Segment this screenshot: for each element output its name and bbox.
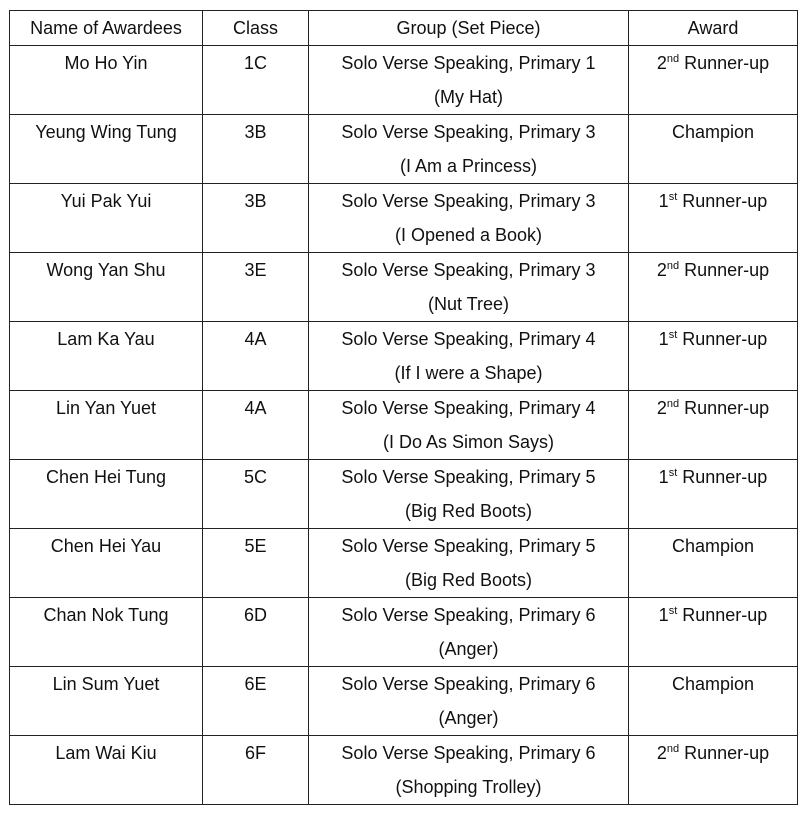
group-cell <box>309 667 629 736</box>
class-text: 3E <box>244 260 267 280</box>
header-class: Class <box>203 11 309 46</box>
award-ordinal: 1 <box>658 605 669 625</box>
award-text: Champion <box>671 122 755 142</box>
table-body <box>10 46 798 805</box>
award-cell <box>629 598 798 667</box>
set-piece-text: (I Do As Simon Says) <box>382 432 555 452</box>
award-cell <box>629 46 798 115</box>
award-cell <box>629 736 798 805</box>
award-text: Champion <box>671 674 755 694</box>
class-cell <box>203 322 309 391</box>
awardee-name-text: Yeung Wing Tung <box>35 122 177 142</box>
award-ordinal: 1 <box>658 329 669 349</box>
group-text: Solo Verse Speaking, Primary 6 <box>341 605 596 625</box>
award-cell <box>629 253 798 322</box>
group-cell <box>309 529 629 598</box>
table-row <box>10 391 798 460</box>
award-cell <box>629 529 798 598</box>
group-cell <box>309 460 629 529</box>
set-piece-text: (Anger) <box>438 708 499 728</box>
award-cell <box>629 184 798 253</box>
awardee-name-text: Mo Ho Yin <box>64 53 148 73</box>
table-row <box>10 322 798 391</box>
awardee-name <box>10 529 203 598</box>
class-text: 1C <box>243 53 267 73</box>
header-group: Group (Set Piece) <box>309 11 629 46</box>
award-cell <box>629 322 798 391</box>
header-row <box>10 11 798 46</box>
award-text: Runner-up <box>679 260 770 280</box>
awardee-name <box>10 253 203 322</box>
award-ordinal: 2 <box>656 53 667 73</box>
table-row <box>10 598 798 667</box>
set-piece-text: (Big Red Boots) <box>404 570 533 590</box>
award-cell <box>629 115 798 184</box>
class-cell <box>203 667 309 736</box>
group-text: Solo Verse Speaking, Primary 4 <box>341 329 596 349</box>
award-cell <box>629 667 798 736</box>
awardee-name-text: Chan Nok Tung <box>43 605 169 625</box>
group-cell <box>309 115 629 184</box>
award-text: Runner-up <box>679 53 770 73</box>
class-cell <box>203 46 309 115</box>
awardee-name <box>10 46 203 115</box>
class-cell <box>203 253 309 322</box>
award-text: Runner-up <box>679 398 770 418</box>
table-row <box>10 253 798 322</box>
group-text: Solo Verse Speaking, Primary 5 <box>341 467 596 487</box>
group-cell <box>309 391 629 460</box>
set-piece-text: (I Opened a Book) <box>394 225 543 245</box>
awardee-name <box>10 667 203 736</box>
group-cell <box>309 184 629 253</box>
award-ordinal-suffix: st <box>668 191 678 203</box>
awardee-name-text: Lin Yan Yuet <box>55 398 157 418</box>
award-ordinal-suffix: st <box>668 467 678 479</box>
award-ordinal: 1 <box>658 467 669 487</box>
award-text: Runner-up <box>677 467 768 487</box>
awardee-name-text: Yui Pak Yui <box>60 191 152 211</box>
table-row <box>10 115 798 184</box>
class-cell <box>203 184 309 253</box>
award-ordinal-suffix: nd <box>666 398 680 410</box>
header-name: Name of Awardees <box>10 11 203 46</box>
award-ordinal-suffix: nd <box>666 53 680 65</box>
awardee-name-text: Lin Sum Yuet <box>52 674 160 694</box>
table-row <box>10 667 798 736</box>
class-text: 6F <box>244 743 266 763</box>
awardee-name <box>10 391 203 460</box>
award-text: Runner-up <box>677 329 768 349</box>
class-text: 5E <box>244 536 267 556</box>
class-cell <box>203 736 309 805</box>
awards-table <box>9 10 798 805</box>
award-ordinal: 1 <box>658 191 669 211</box>
set-piece-text: (Nut Tree) <box>427 294 510 314</box>
group-text: Solo Verse Speaking, Primary 1 <box>341 53 596 73</box>
award-ordinal-suffix: nd <box>666 743 680 755</box>
class-cell <box>203 115 309 184</box>
awardee-name <box>10 322 203 391</box>
award-text: Champion <box>671 536 755 556</box>
awardee-name-text: Wong Yan Shu <box>46 260 166 280</box>
group-text: Solo Verse Speaking, Primary 6 <box>341 743 596 763</box>
award-cell <box>629 391 798 460</box>
awardee-name <box>10 115 203 184</box>
group-cell <box>309 736 629 805</box>
award-ordinal-suffix: st <box>668 329 678 341</box>
class-cell <box>203 391 309 460</box>
group-text: Solo Verse Speaking, Primary 3 <box>341 191 596 211</box>
class-text: 5C <box>243 467 267 487</box>
award-ordinal: 2 <box>656 260 667 280</box>
award-ordinal-suffix: nd <box>666 260 680 272</box>
awardee-name <box>10 460 203 529</box>
group-cell <box>309 598 629 667</box>
class-text: 4A <box>244 329 267 349</box>
group-text: Solo Verse Speaking, Primary 4 <box>341 398 596 418</box>
table-row <box>10 736 798 805</box>
set-piece-text: (My Hat) <box>434 87 503 107</box>
group-cell <box>309 46 629 115</box>
awardee-name-text: Chen Hei Yau <box>50 536 162 556</box>
set-piece-text: (If I were a Shape) <box>394 363 543 383</box>
class-cell <box>203 460 309 529</box>
class-text: 6D <box>243 605 267 625</box>
header-award: Award <box>629 11 798 46</box>
awardee-name-text: Lam Wai Kiu <box>55 743 157 763</box>
awardee-name <box>10 598 203 667</box>
group-text: Solo Verse Speaking, Primary 3 <box>341 122 596 142</box>
award-ordinal: 2 <box>656 743 667 763</box>
set-piece-text: (Big Red Boots) <box>404 501 533 521</box>
award-ordinal-suffix: st <box>668 605 678 617</box>
awardee-name <box>10 184 203 253</box>
class-text: 4A <box>244 398 267 418</box>
awardee-name <box>10 736 203 805</box>
class-text: 6E <box>244 674 267 694</box>
table-row <box>10 46 798 115</box>
awardee-name-text: Chen Hei Tung <box>45 467 167 487</box>
table-row <box>10 184 798 253</box>
award-ordinal: 2 <box>656 398 667 418</box>
class-text: 3B <box>244 191 267 211</box>
group-text: Solo Verse Speaking, Primary 6 <box>341 674 596 694</box>
award-text: Runner-up <box>679 743 770 763</box>
table-row <box>10 460 798 529</box>
award-cell <box>629 460 798 529</box>
award-text: Runner-up <box>677 191 768 211</box>
group-cell <box>309 322 629 391</box>
set-piece-text: (I Am a Princess) <box>399 156 538 176</box>
set-piece-text: (Shopping Trolley) <box>395 777 542 797</box>
class-text: 3B <box>244 122 267 142</box>
group-text: Solo Verse Speaking, Primary 5 <box>341 536 596 556</box>
group-text: Solo Verse Speaking, Primary 3 <box>341 260 596 280</box>
table-row <box>10 529 798 598</box>
class-cell <box>203 598 309 667</box>
awardee-name-text: Lam Ka Yau <box>57 329 155 349</box>
class-cell <box>203 529 309 598</box>
award-text: Runner-up <box>677 605 768 625</box>
set-piece-text: (Anger) <box>438 639 499 659</box>
group-cell <box>309 253 629 322</box>
